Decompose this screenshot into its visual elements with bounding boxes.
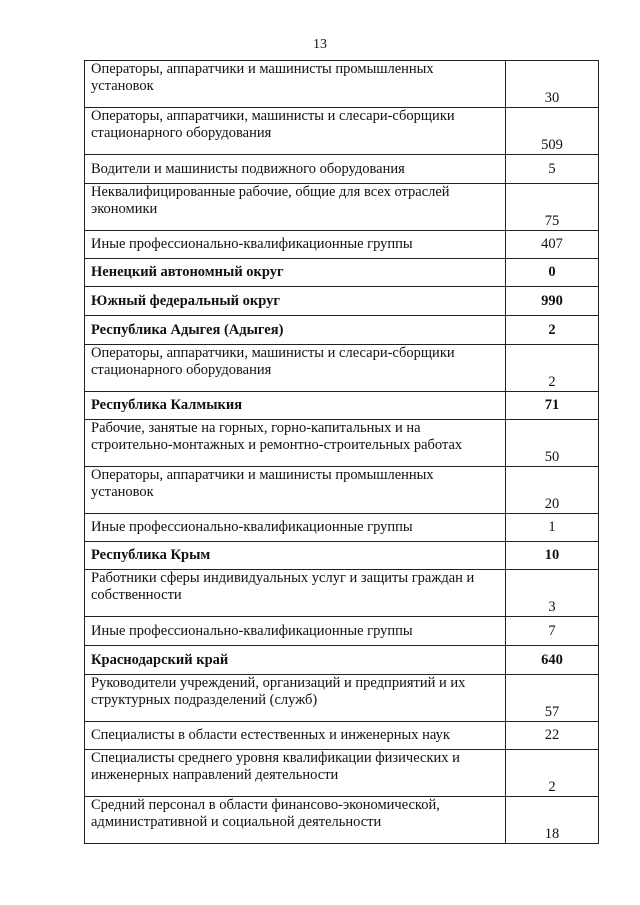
table-row (85, 722, 599, 750)
row-label: Республика Адыгея (Адыгея) (85, 316, 506, 345)
table-row (85, 542, 599, 570)
table-row (85, 231, 599, 259)
row-value: 407 (506, 231, 599, 259)
row-label: Иные профессионально-квалификационные группы (85, 617, 506, 646)
table-row (85, 750, 599, 797)
table-row (85, 797, 599, 844)
row-label: Иные профессионально-квалификационные группы (85, 231, 506, 259)
row-value: 509 (506, 108, 599, 155)
row-label: Операторы, аппаратчики и машинисты промышленных установок (85, 467, 506, 514)
row-label: Южный федеральный округ (85, 287, 506, 316)
table-row (85, 420, 599, 467)
row-label: Операторы, аппаратчики, машинисты и слесари-сборщики стационарного оборудования (85, 108, 506, 155)
table-row (85, 345, 599, 392)
row-label: Водители и машинисты подвижного оборудования (85, 155, 506, 184)
table-row (85, 514, 599, 542)
row-label: Ненецкий автономный округ (85, 259, 506, 287)
table-row (85, 184, 599, 231)
row-value: 1 (506, 514, 599, 542)
row-label: Операторы, аппаратчики и машинисты промышленных установок (85, 61, 506, 108)
row-label: Неквалифицированные рабочие, общие для всех отраслей экономики (85, 184, 506, 231)
row-value: 2 (506, 345, 599, 392)
row-value: 71 (506, 392, 599, 420)
row-value: 20 (506, 467, 599, 514)
row-label: Иные профессионально-квалификационные группы (85, 514, 506, 542)
table-row (85, 617, 599, 646)
row-value: 990 (506, 287, 599, 316)
table-row (85, 467, 599, 514)
table-row (85, 316, 599, 345)
table-row (85, 61, 599, 108)
row-label: Специалисты в области естественных и инженерных наук (85, 722, 506, 750)
data-table (84, 60, 599, 844)
row-label: Республика Крым (85, 542, 506, 570)
row-value: 640 (506, 646, 599, 675)
table-row (85, 392, 599, 420)
table-row (85, 675, 599, 722)
row-value: 30 (506, 61, 599, 108)
row-value: 2 (506, 316, 599, 345)
row-value: 18 (506, 797, 599, 844)
table-row (85, 570, 599, 617)
row-label: Операторы, аппаратчики, машинисты и слесари-сборщики стационарного оборудования (85, 345, 506, 392)
row-label: Руководители учреждений, организаций и предприятий и их структурных подразделений (служб) (85, 675, 506, 722)
row-label: Рабочие, занятые на горных, горно-капитальных и на строительно-монтажных и ремонтно-строительных работах (85, 420, 506, 467)
row-value: 57 (506, 675, 599, 722)
row-value: 50 (506, 420, 599, 467)
row-value: 7 (506, 617, 599, 646)
page-number: 13 (313, 37, 327, 52)
table-row (85, 108, 599, 155)
row-label: Работники сферы индивидуальных услуг и защиты граждан и собственности (85, 570, 506, 617)
row-value: 75 (506, 184, 599, 231)
row-label: Специалисты среднего уровня квалификации физических и инженерных направлений деятельности (85, 750, 506, 797)
table-row (85, 287, 599, 316)
row-value: 22 (506, 722, 599, 750)
table-row (85, 259, 599, 287)
row-value: 2 (506, 750, 599, 797)
row-label: Краснодарский край (85, 646, 506, 675)
row-value: 5 (506, 155, 599, 184)
table-row (85, 646, 599, 675)
row-value: 10 (506, 542, 599, 570)
row-label: Республика Калмыкия (85, 392, 506, 420)
table-row (85, 155, 599, 184)
row-value: 3 (506, 570, 599, 617)
row-value: 0 (506, 259, 599, 287)
row-label: Средний персонал в области финансово-экономической, административной и социальной деятельности (85, 797, 506, 844)
